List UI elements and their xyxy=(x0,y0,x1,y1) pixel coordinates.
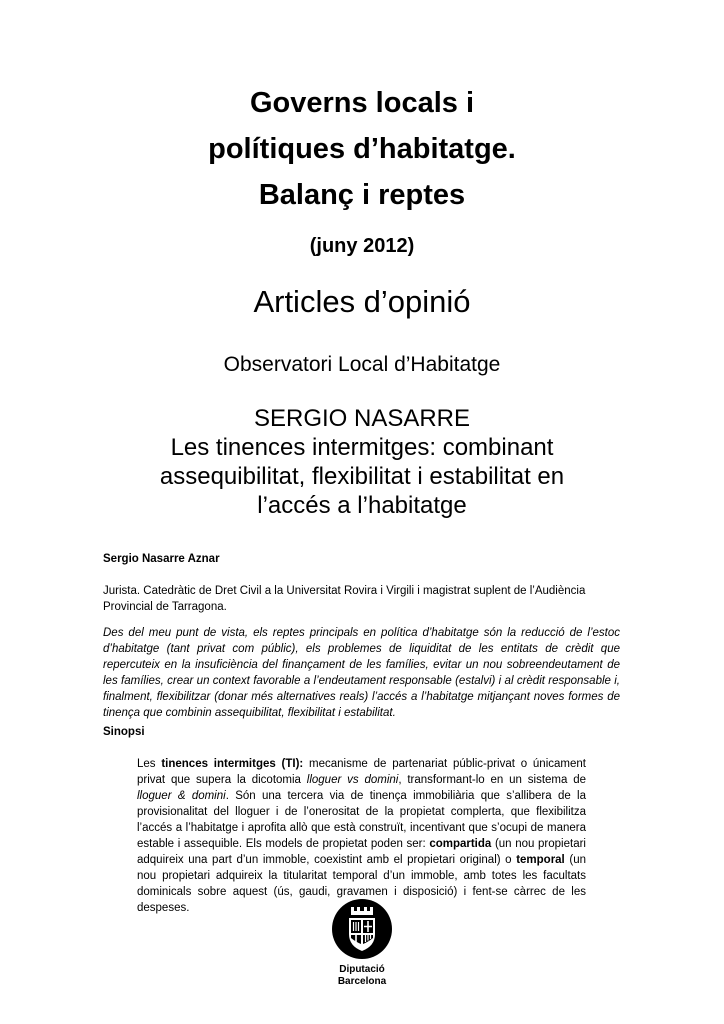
article-title-line-3: l’accés a l’habitatge xyxy=(257,492,467,519)
sinopsi-text: mecanisme de partenariat públic-privat o únicament privat que supera la dicotomia xyxy=(137,758,586,786)
sinopsi-term-lloguer-vs-domini: lloguer vs domini xyxy=(306,774,399,786)
sinopsi-paragraph xyxy=(137,756,586,916)
sinopsi-term-temporal: temporal xyxy=(516,854,565,866)
article-heading xyxy=(0,404,724,520)
logo-wordmark xyxy=(314,964,410,988)
report-date: (juny 2012) xyxy=(309,235,415,257)
diputacio-barcelona-logo xyxy=(314,898,410,988)
logo-line-2: Barcelona xyxy=(337,976,387,987)
sinopsi-term-ti: tinences intermitges (TI): xyxy=(161,758,304,770)
sinopsi-term-lloguer-and-domini: lloguer & domini xyxy=(137,790,226,802)
section-title: Articles d’opinió xyxy=(253,284,471,319)
author-name: Sergio Nasarre Aznar xyxy=(103,553,220,565)
coat-of-arms-icon xyxy=(331,898,393,960)
abstract-paragraph: Des del meu punt de vista, els reptes principals en política d’habitatge són la reducció de l’estoc d’habitatge (tant privat com públic), els problemes de liquiditat de les entitats de crèdit que repercuteix en la insuficiència del finançament de les famílies, evitar un nou sobreendeutament de les famílies, crear un context favorable a l’endeutament responsable (estalvi) i al crèdit responsable i, finalment, flexibilitzar (donar més alternatives reals) l’accés a l’habitatge mitjançant noves formes de tinença que combinin assequibilitat, flexibilitat i estabilitat. xyxy=(103,627,620,719)
organization-name: Observatori Local d’Habitatge xyxy=(223,353,501,376)
author-bio: Jurista. Catedràtic de Dret Civil a la Universitat Rovira i Virgili i magistrat suplent de l’Audiència Provincial de Tarragona. xyxy=(103,585,586,613)
report-title-line-1: Governs locals i xyxy=(249,87,475,119)
sinopsi-text: . Són una tercera via de tinença immobiliària que s’allibera de la provisionalitat del lloguer i de l’onerositat de la propietat complerta, que flexibilitza l’accés a l’habitatge i aprofita allò que està construït, incentivant que s’ocupi de manera estable i assequible. Els models de propietat poden ser: xyxy=(137,790,587,850)
article-author-caps: SERGIO NASARRE xyxy=(253,405,471,432)
sinopsi-heading: Sinopsi xyxy=(103,726,145,738)
report-title xyxy=(0,80,724,218)
sinopsi-text: (un nou propietari adquireix una part d’un immoble, coexistint amb el propietari original) o xyxy=(137,838,586,866)
sinopsi-term-compartida: compartida xyxy=(429,838,492,850)
report-title-line-2: polítiques d’habitatge. xyxy=(208,133,516,165)
sinopsi-text: Les xyxy=(137,758,162,770)
report-title-line-3: Balanç i reptes xyxy=(258,179,466,211)
sinopsi-text: , transformant-lo en un sistema de xyxy=(398,774,587,786)
sinopsi-text: (un nou propietari adquireix la titularitat temporal d’un immoble, amb totes les facultats dominicals sobre aquest (ús, gaudi, gravamen i disposició) i fent-se càrrec de les despeses. xyxy=(137,854,586,914)
logo-line-1: Diputació xyxy=(339,964,385,975)
article-title-line-1: Les tinences intermitges: combinant xyxy=(170,434,554,461)
article-title-line-2: assequibilitat, flexibilitat i estabilitat en xyxy=(159,463,565,490)
